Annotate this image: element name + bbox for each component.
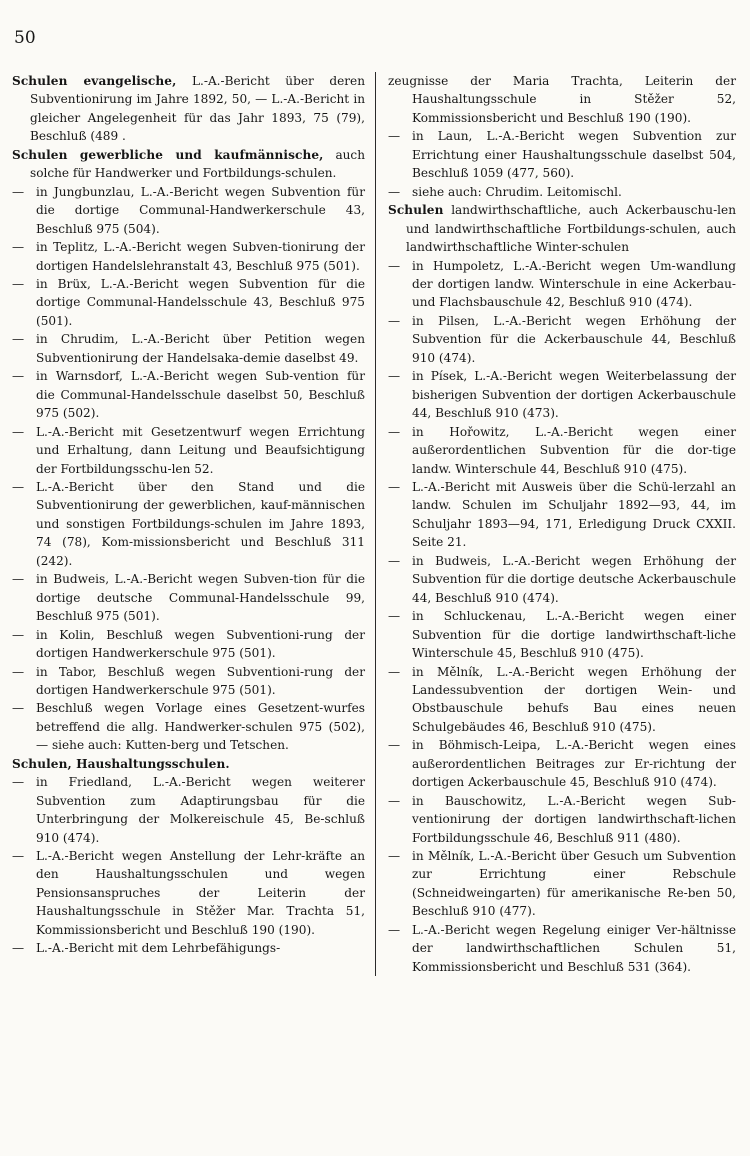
entry-dash: — [12, 332, 25, 347]
entry-dash: — [388, 922, 401, 937]
entry-dash: — [388, 479, 401, 494]
entry-dash: — [12, 276, 25, 291]
index-subentry [12, 626, 365, 663]
subentry-text: L.-A.-Bericht mit Gesetzentwurf wegen Errichtung und Erhaltung, dann Leitung und Beaufsichtigung der Fortbildungsschu-len 52. [36, 424, 365, 476]
index-subentry [388, 257, 736, 312]
index-subentry [12, 478, 365, 570]
entry-dash: — [388, 664, 401, 679]
index-subentry [388, 367, 736, 422]
subentry-text: L.-A.-Bericht wegen Regelung einiger Ver-hältnisse der landwirthschaftlichen Schulen 51, Kommissionsbericht und Beschluß 531 (364). [412, 922, 736, 974]
page-number: 50 [14, 28, 36, 48]
index-subentry [12, 939, 365, 957]
subentry-text: in Písek, L.-A.-Bericht wegen Weiterbelassung der bisherigen Subvention der dortigen Ackerbauschule 44, Beschluß 910 (473). [412, 369, 736, 421]
subentry-text: in Warnsdorf, L.-A.-Bericht wegen Sub-vention für die Communal-Handelsschule daselbst 50, Beschluß 975 (502). [36, 369, 365, 421]
entry-dash: — [12, 572, 25, 587]
index-subentry [388, 736, 736, 791]
index-subentry [388, 312, 736, 367]
index-subentry [12, 275, 365, 330]
index-subentry [12, 367, 365, 422]
subentry-text: in Brüx, L.-A.-Bericht wegen Subvention für die dortige Communal-Handelsschule 43, Beschluß 975 (501). [36, 276, 365, 328]
entry-dash: — [12, 369, 25, 384]
heading-keyword: Schulen [388, 203, 444, 218]
index-subentry [388, 847, 736, 921]
index-columns [12, 72, 738, 976]
entry-dash: — [12, 424, 25, 439]
index-subentry [12, 699, 365, 754]
index-subentry [388, 552, 736, 607]
subentry-text: in Tabor, Beschluß wegen Subventioni-rung der dortigen Handwerkerschule 975 (501). [36, 664, 365, 697]
subentry-text: in Budweis, L.-A.-Bericht wegen Erhöhung der Subvention für die dortige deutsche Ackerbauschule 44, Beschluß 910 (474). [412, 553, 736, 605]
index-subentry [388, 127, 736, 182]
entry-dash: — [388, 738, 401, 753]
heading-keyword: Schulen, Haushaltungsschulen. [12, 756, 230, 771]
entry-dash: — [12, 849, 25, 864]
subentry-text: in Chrudim, L.-A.-Bericht über Petition wegen Subventionirung der Handelsaka-demie daselbst 49. [36, 332, 365, 365]
entry-dash: — [388, 793, 401, 808]
index-heading [12, 755, 365, 773]
entry-dash: — [388, 313, 401, 328]
entry-dash: — [12, 941, 25, 956]
entry-dash: — [388, 424, 401, 439]
entry-dash: — [388, 553, 401, 568]
entry-dash: — [12, 701, 25, 716]
subentry-text: in Teplitz, L.-A.-Bericht wegen Subven-tionirung der dortigen Handelslehranstalt 43, Beschluß 975 (501). [36, 240, 365, 273]
subentry-text: L.-A.-Bericht mit Ausweis über die Schü-lerzahl an landw. Schulen im Schuljahr 1892—93, 44, im Schuljahr 1893—94, 171, Erledigung Druck CXXII. Seite 21. [412, 479, 736, 550]
subentry-text: in Laun, L.-A.-Bericht wegen Subvention zur Errichtung einer Haushaltungsschule daselbst 504, Beschluß 1059 (477, 560). [412, 129, 736, 181]
heading-keyword: Schulen gewerbliche und kaufmännische, [12, 147, 324, 162]
index-subentry [12, 238, 365, 275]
heading-text: L.-A.-Bericht über deren Subventionirung im Jahre 1892, 50, — L.-A.-Bericht in gleicher Angelegenheit für das Jahr 1893, 75 (79), Beschluß (489 . [30, 74, 365, 144]
index-subentry [12, 847, 365, 939]
entry-dash: — [388, 258, 401, 273]
right-column [375, 72, 738, 976]
index-subentry [12, 570, 365, 625]
subentry-text: in Kolin, Beschluß wegen Subventioni-rung der dortigen Handwerkerschule 975 (501). [36, 627, 365, 661]
entry-dash: — [388, 609, 401, 624]
index-subentry [12, 663, 365, 700]
index-heading [12, 72, 365, 146]
subentry-text: Beschluß wegen Vorlage eines Gesetzent-wurfes betreffend die allg. Handwerker-schulen 975 (502), — siehe auch: Kutten-berg und Tetschen. [36, 701, 365, 753]
heading-text: landwirthschaftliche, auch Ackerbauschu-len und landwirthschaftliche Fortbildungs-schulen, auch landwirthschaftliche Winter-schulen [406, 203, 736, 255]
subentry-text: in Schluckenau, L.-A.-Bericht wegen einer Subvention für die dortige landwirthschaft-liche Winterschule 45, Beschluß 910 (475). [412, 609, 736, 661]
subentry-text: in Friedland, L.-A.-Bericht wegen weiterer Subvention zum Adaptirungsbau für die Unterbringung der Molkereischule 45, Be-schluß 910 (474). [36, 775, 365, 845]
heading-keyword: Schulen evangelische, [12, 74, 177, 88]
left-column [12, 72, 375, 976]
entry-dash: — [12, 664, 25, 679]
index-subentry [388, 183, 736, 201]
subentry-text: L.-A.-Bericht über den Stand und die Subventionirung der gewerblichen, kauf-männischen und sonstigen Fortbildungs-schulen im Jahre 1893, 74 (78), Kom-missionsbericht und Beschluß 311 (242). [36, 479, 365, 568]
subentry-text: L.-A.-Bericht mit dem Lehrbefähigungs- [36, 941, 281, 956]
index-subentry [388, 792, 736, 847]
index-continuation [388, 72, 736, 127]
index-subentry [388, 663, 736, 737]
index-subentry [388, 478, 736, 552]
entry-dash: — [12, 240, 25, 255]
index-subentry [12, 330, 365, 367]
subentry-text: in Jungbunzlau, L.-A.-Bericht wegen Subvention für die dortige Communal-Handwerkerschule 43, Beschluß 975 (504). [36, 184, 365, 236]
entry-dash: — [388, 129, 401, 144]
subentry-text: siehe auch: Chrudim. Leitomischl. [412, 184, 622, 199]
subentry-text: in Mělník, L.-A.-Bericht wegen Erhöhung der Landessubvention der dortigen Wein- und Obstbauschule behufs Bau eines neuen Schulgebäudes 46, Beschluß 910 (475). [412, 664, 736, 734]
subentry-text: L.-A.-Bericht wegen Anstellung der Lehr-kräfte an den Haushaltungsschulen und wegen Pensionsanspruches der Leiterin der Haushaltungsschule in Stěžer Mar. Trachta 51, Kommissionsbericht und Beschluß 190 (190). [36, 849, 365, 937]
subentry-text: in Bauschowitz, L.-A.-Bericht wegen Sub-ventionirung der dortigen landwirthschaft-lichen Fortbildungsschule 46, Beschluß 911 (480). [412, 793, 736, 845]
entry-dash: — [12, 775, 25, 790]
entry-dash: — [12, 479, 25, 494]
subentry-text: in Pilsen, L.-A.-Bericht wegen Erhöhung der Subvention für die Ackerbauschule 44, Beschluß 910 (474). [412, 313, 736, 365]
index-heading [12, 146, 365, 183]
entry-dash: — [388, 184, 401, 199]
subentry-text: in Böhmisch-Leipa, L.-A.-Bericht wegen eines außerordentlichen Beitrages zur Er-richtung der dortigen Ackerbauschule 45, Beschluß 910 (474). [412, 738, 736, 790]
entry-dash: — [388, 369, 401, 384]
continuation-text: zeugnisse der Maria Trachta, Leiterin der Haushaltungsschule in Stěžer 52, Kommissionsbericht und Beschluß 190 (190). [388, 74, 736, 125]
subentry-text: in Mělník, L.-A.-Bericht über Gesuch um Subvention zur Errichtung einer Rebschule (Schneidweingarten) für amerikanische Re-ben 50, Beschluß 910 (477). [412, 849, 736, 919]
heading-text: auch solche für Handwerker und Fortbildungs-schulen. [30, 147, 365, 181]
index-subentry [12, 773, 365, 847]
index-heading [388, 201, 736, 256]
entry-dash: — [12, 627, 25, 642]
index-subentry [12, 183, 365, 238]
index-subentry [388, 607, 736, 662]
index-subentry [388, 921, 736, 976]
subentry-text: in Hořowitz, L.-A.-Bericht wegen einer außerordentlichen Subvention für die dor-tige landw. Winterschule 44, Beschluß 910 (475). [412, 424, 736, 476]
entry-dash: — [388, 849, 401, 864]
index-subentry [12, 423, 365, 478]
subentry-text: in Humpoletz, L.-A.-Bericht wegen Um-wandlung der dortigen landw. Winterschule in eine Ackerbau- und Flachsbauschule 42, Beschluß 910 (474). [412, 258, 736, 310]
entry-dash: — [12, 184, 25, 199]
subentry-text: in Budweis, L.-A.-Bericht wegen Subven-tion für die dortige deutsche Communal-Handelsschule 99, Beschluß 975 (501). [36, 572, 365, 624]
index-subentry [388, 423, 736, 478]
